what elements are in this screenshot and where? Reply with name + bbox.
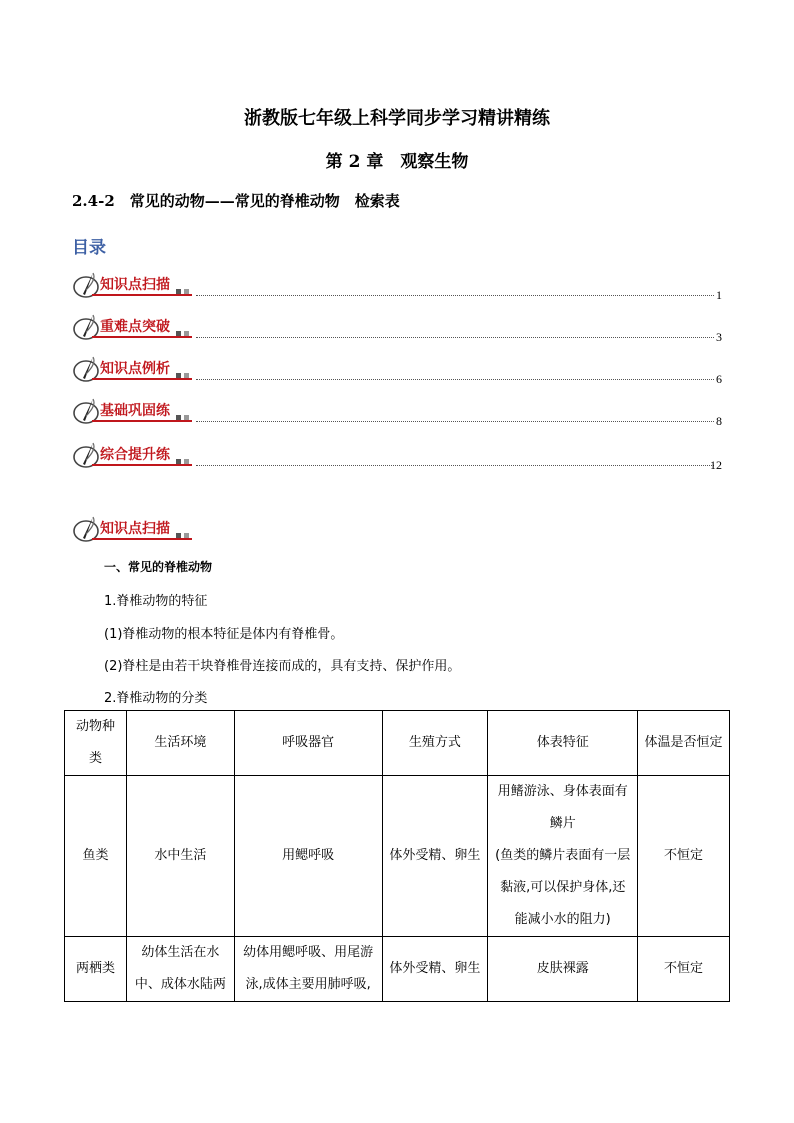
table-cell: 体外受精、卵生 bbox=[382, 937, 488, 1002]
table-cell: 鱼类 bbox=[65, 776, 127, 937]
table-cell: 两栖类 bbox=[65, 937, 127, 1002]
badge-underline bbox=[92, 336, 192, 338]
toc-page-number: 6 bbox=[716, 372, 722, 386]
toc-page-number: 12 bbox=[710, 458, 722, 472]
toc-badge bbox=[72, 440, 196, 472]
surface-feature: 用鳍游泳、身体表面有鳞片 bbox=[497, 784, 628, 831]
toc-badge bbox=[72, 312, 196, 344]
section-badge-label: 知识点扫描 bbox=[100, 521, 170, 537]
toc-item[interactable] bbox=[72, 312, 722, 344]
surface-note: (鱼类的鳞片表面有一层黏液,可以保护身体,还能减小水的阻力) bbox=[495, 848, 631, 927]
table-row bbox=[65, 937, 730, 1002]
badge-square bbox=[176, 289, 181, 294]
paragraph: (2)脊柱是由若干块脊椎骨连接而成的，具有支持、保护作用。 bbox=[104, 659, 461, 674]
toc-leader-dots bbox=[196, 337, 714, 338]
table-header-cell: 呼吸器官 bbox=[234, 711, 382, 776]
badge-square bbox=[176, 459, 181, 464]
toc-badge bbox=[72, 354, 196, 386]
section-heading: 一、常见的脊椎动物 bbox=[104, 560, 213, 574]
toc-item-label: 知识点例析 bbox=[100, 361, 170, 377]
toc-leader-dots bbox=[196, 465, 714, 466]
toc-heading: 目录 bbox=[72, 238, 106, 258]
toc-leader-dots bbox=[196, 295, 714, 296]
badge-underline bbox=[92, 378, 192, 380]
toc-leader-dots bbox=[196, 379, 714, 380]
badge-square bbox=[184, 415, 189, 420]
table-cell bbox=[488, 776, 638, 937]
toc-item-label: 重难点突破 bbox=[100, 319, 170, 335]
toc-item[interactable] bbox=[72, 270, 722, 302]
toc-item[interactable] bbox=[72, 354, 722, 386]
badge-underline bbox=[92, 464, 192, 466]
badge-square bbox=[184, 533, 189, 538]
badge-square bbox=[184, 373, 189, 378]
table-cell: 用鳃呼吸 bbox=[234, 776, 382, 937]
toc-badge bbox=[72, 270, 196, 302]
table-cell: 皮肤裸露 bbox=[488, 937, 638, 1002]
classification-table bbox=[64, 710, 730, 1002]
chapter-title: 第 2 章 观察生物 bbox=[325, 152, 469, 172]
badge-square bbox=[176, 373, 181, 378]
badge-square bbox=[184, 331, 189, 336]
table-header-row bbox=[65, 711, 730, 776]
table-header-cell: 体表特征 bbox=[488, 711, 638, 776]
table-row bbox=[65, 776, 730, 937]
toc-page-number: 1 bbox=[716, 288, 722, 302]
badge-underline bbox=[92, 538, 192, 540]
toc-item-label: 知识点扫描 bbox=[100, 277, 170, 293]
table-header-cell: 动物种类 bbox=[65, 711, 127, 776]
table-cell: 不恒定 bbox=[638, 776, 730, 937]
section-badge-graphic bbox=[72, 514, 196, 546]
section-badge bbox=[72, 514, 202, 546]
table-header-cell: 生活环境 bbox=[126, 711, 234, 776]
badge-square bbox=[176, 415, 181, 420]
table-cell: 幼体用鳃呼吸、用尾游泳,成体主要用肺呼吸, bbox=[234, 937, 382, 1002]
badge-underline bbox=[92, 294, 192, 296]
badge-square bbox=[176, 533, 181, 538]
table-cell: 水中生活 bbox=[126, 776, 234, 937]
paragraph: (1)脊椎动物的根本特征是体内有脊椎骨。 bbox=[104, 627, 344, 642]
badge-square bbox=[184, 459, 189, 464]
document-title: 浙教版七年级上科学同步学习精讲精练 bbox=[244, 108, 550, 129]
toc-item[interactable] bbox=[72, 440, 722, 472]
toc-page-number: 8 bbox=[716, 414, 722, 428]
subheading: 2.脊椎动物的分类 bbox=[104, 691, 208, 706]
toc-badge bbox=[72, 396, 196, 428]
table-cell: 体外受精、卵生 bbox=[382, 776, 488, 937]
toc-item-label: 基础巩固练 bbox=[100, 403, 170, 419]
table-header-cell: 体温是否恒定 bbox=[638, 711, 730, 776]
toc-page-number: 3 bbox=[716, 330, 722, 344]
subheading: 1.脊椎动物的特征 bbox=[104, 594, 208, 609]
toc-item[interactable] bbox=[72, 396, 722, 428]
table-header-cell: 生殖方式 bbox=[382, 711, 488, 776]
toc-item-label: 综合提升练 bbox=[100, 447, 170, 463]
badge-square bbox=[184, 289, 189, 294]
badge-underline bbox=[92, 420, 192, 422]
badge-square bbox=[176, 331, 181, 336]
section-title: 2.4-2 常见的动物——常见的脊椎动物 检索表 bbox=[72, 192, 400, 210]
table-cell: 不恒定 bbox=[638, 937, 730, 1002]
toc-leader-dots bbox=[196, 421, 714, 422]
table-cell: 幼体生活在水中、成体水陆两 bbox=[126, 937, 234, 1002]
